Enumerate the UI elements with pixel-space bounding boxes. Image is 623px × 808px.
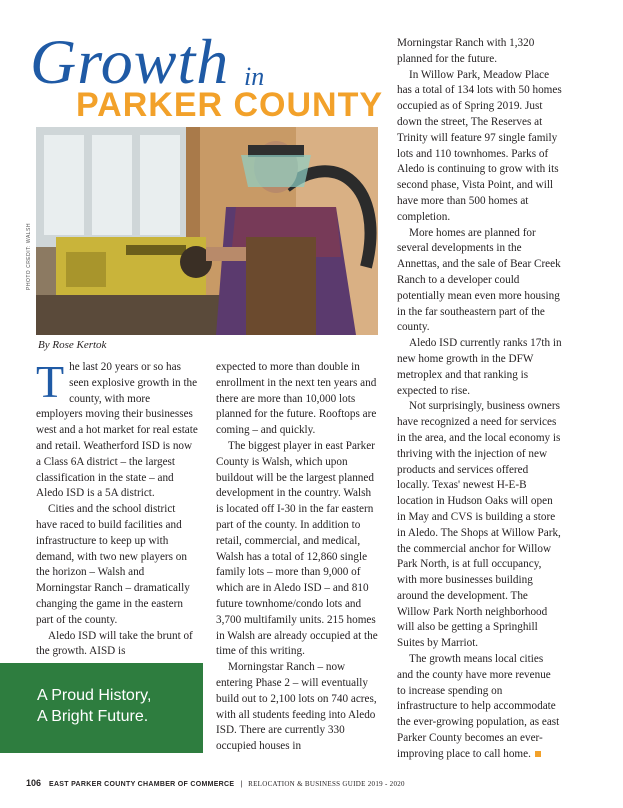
drop-cap: T [36, 356, 65, 407]
article-paragraph: Aledo ISD will take the brunt of the growth. AISD is [36, 629, 193, 658]
footer-separator: | [240, 781, 243, 788]
title-growth: Growth [30, 26, 230, 97]
byline: By Rose Kertok [38, 339, 107, 351]
article-paragraph: Morningstar Ranch – now entering Phase 2 – will eventually build out to 2,100 lots on 740 acres, with all students feeding into Aledo ISD. There are currently 330 occupied houses in [216, 661, 377, 753]
footer-org: EAST PARKER COUNTY CHAMBER OF COMMERCE [48, 781, 235, 788]
article-paragraph: In Willow Park, Meadow Place has a total of 134 lots with 50 homes occupied as of Spring 2019. Just down the street, The Reserves at Trinity will feature 97 single family lots and 110 townhomes. Parks of Aledo is continuing to grow with its second phase, Vista Point, and will have more than 500 homes at completion. [397, 68, 562, 223]
slogan-line-1: A Proud History, [37, 687, 152, 704]
title-parker-county: PARKER COUNTY [76, 86, 384, 124]
slogan-line-2: A Bright Future. [37, 708, 149, 725]
article-column-2 [216, 360, 378, 755]
photo-credit: PHOTO CREDIT: WALSH [26, 222, 32, 290]
lathe-photo [36, 127, 378, 335]
footer-guide-title: RELOCATION & BUSINESS GUIDE 2019 - 2020 [248, 780, 405, 788]
article-paragraph: Morningstar Ranch with 1,320 planned for the future. [397, 37, 535, 65]
title-in: in [244, 62, 265, 91]
article-paragraph: Not surprisingly, business owners have recognized a need for services in the area, and the local economy is thriving with the injection of new products and services offered locally. Texas' newest H-E-B location in Hudson Oaks will open in May and CVS is building a store in Aledo. The Shops at Willow Park, the commercial anchor for Willow Park North, is at full occupancy, with more businesses building around the development. The Willow Park North neighborhood will also be getting a Springhill Suites by Marriot. [397, 400, 561, 650]
page-number: 106 [26, 778, 42, 788]
article-paragraph: expected to more than double in enrollment in the next ten years and there are more than 10,000 lots planned for the future. Rooftops are coming – and quickly. [216, 361, 377, 437]
end-mark-icon [535, 751, 541, 757]
article-column-3 [397, 36, 562, 763]
article-column-1 [36, 356, 198, 660]
slogan-text [37, 685, 151, 727]
page-footer [26, 778, 405, 788]
article-paragraph: The growth means local cities and the county have more revenue to increase spending on infrastructure to help accommodate the ever-growing population, as east Parker County becomes an ever-improving place to call home. [397, 653, 560, 760]
article-paragraph: Aledo ISD currently ranks 17th in new home growth in the DFW metroplex and that ranking is expected to rise. [397, 337, 562, 397]
article-paragraph: More homes are planned for several developments in the Annettas, and the sale of Bear Creek Ranch to a developer could potentially mean even more housing in the far southeastern part of the county. [397, 226, 561, 334]
article-paragraph: The last 20 years or so has seen explosive growth in the county, with more employers moving their businesses west and a hot market for real estate and retail. Weatherford ISD is now a Class 6A district – the largest classification in the state – and Aledo ISD is a 5A district. [36, 356, 198, 500]
article-paragraph: Cities and the school district have raced to build facilities and infrastructure to keep up with demand, with two new players on the horizon – Walsh and Morningstar Ranch – dramatically changing the game in the eastern part of the county. [36, 503, 190, 626]
article-paragraph: The biggest player in east Parker County is Walsh, which upon buildout will be the largest planned development in the country. Walsh is located off I-30 in the far eastern part of the county. In addition to retail, commercial, and medical, Walsh has a total of 12,860 single family lots – more than 9,000 of which are in Aledo ISD – and 810 future townhome/condo lots and 3,700 multifamily units. 215 homes in Walsh are already occupied at the time of this writing. [216, 439, 378, 658]
